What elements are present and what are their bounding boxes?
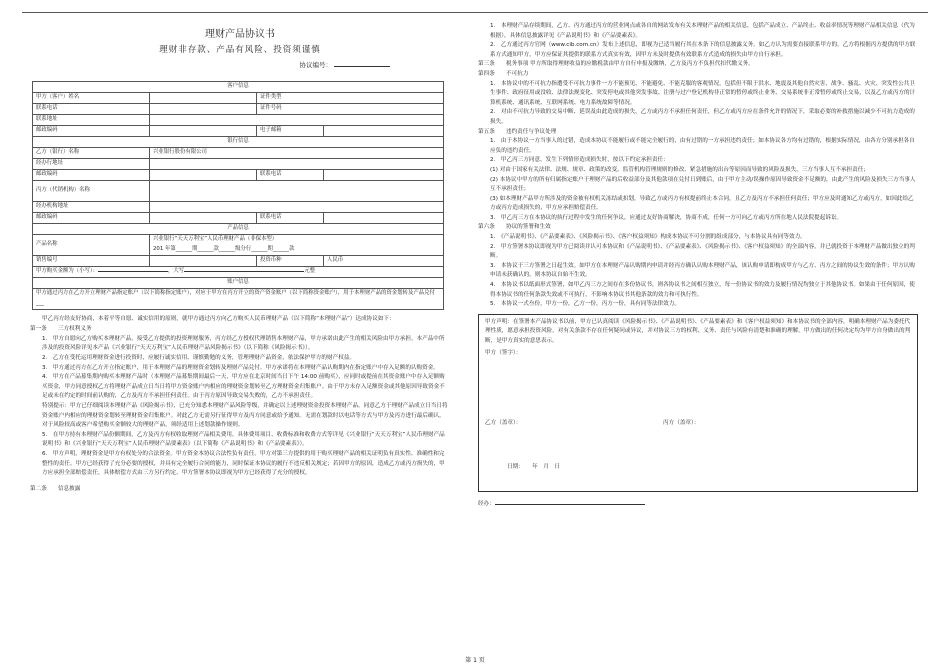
bank-name: 兴业银行股份有限公司 xyxy=(150,147,444,158)
section-3: 第三条 税务事项 甲方所取得理财收益的应缴税款由甲方自行申报及缴纳，乙方及丙方不负担代扣代缴义务。 xyxy=(478,61,754,68)
section-4: 第四条 不可抗力 xyxy=(478,70,529,77)
declaration-box xyxy=(478,314,918,492)
party-a-signature[interactable]: 甲方（签字）： xyxy=(485,349,522,356)
party-a-name-field[interactable] xyxy=(150,92,257,103)
page-number: 第 1 页 xyxy=(465,657,485,664)
account-text: 甲方通过丙方在乙方开立理财产品指定账户（以下简称指定账户），对应于甲方在丙方开立的资产资金账户（以下简称资金账户），用于本理财产品的资金划转及产品兑付___ xyxy=(33,288,444,309)
bank-header: 银行信息 xyxy=(33,136,444,147)
party-b-seal[interactable]: 乙方（盖章）： xyxy=(485,419,522,426)
customer-header: 客户信息 xyxy=(33,81,444,92)
party-c-seal[interactable]: 丙方（盖章）： xyxy=(663,419,700,426)
declaration-text: 甲方声明：在签署本产品协议书以前，甲方已认真阅读《风险揭示书》、《产品说明书》、《产品要素表》和《客户权益须知》和本协议书的全部内容，明确本理财产品为委托代理性质，愿意承担投资风险，对有关条款不存在任何疑问或异议，并对协议三方的权利、义务、责任与风险有清楚和准确的理解。甲方做出的任何决定均为甲方自身做出的判断，是甲方真实的意思表示。 xyxy=(485,318,911,344)
section-6: 第六条 协议的签署和生效 xyxy=(478,224,551,231)
product-header: 产品信息 xyxy=(33,223,444,234)
amount-row[interactable]: 甲方购买金额为（小写）： ，大写 元整 xyxy=(33,266,444,277)
sign-date[interactable]: 日期： 年 月 日 xyxy=(507,463,561,470)
product-name-value: 兴业银行“天天万利宝”人民币理财产品（非保本型） 201 年第______期______款______级分行______期______款 xyxy=(150,234,444,255)
section-2: 第二条 信息披露 xyxy=(30,485,81,492)
top-rule xyxy=(22,12,928,13)
section-1: 第一条 三方权利义务 xyxy=(30,326,92,333)
info-form: 客户信息 甲方（客户）姓名 证件类型 联系电话 证件号码 联系地址 邮政编码 电子邮箱 银行信息 乙方（银行）名称 兴业银行股份有限公司 经办行地址 邮政编码 联系电话 丙方（代销机构）名称 经办机构地址 邮政编码 联系电话 产品信息 产品名称 兴业银行“天天万利宝”人民币理财产品（非保本型） 201 年第______期______款______级分行______期______款 销售编号 投资币种 人民币 甲方购买金额为（小写）： ，大写 元整 账户信息 甲方通过丙方在乙方开立理财产品指定账户（以下简称指定账户），对应于甲方在丙方开立的资产资金账户（以下简称资金账户），用于本理财产品的资金划转及产品兑付___ xyxy=(32,81,444,310)
left-column: 理财产品协议书 理财非存款、产品有风险、投资须谨慎 协议编号： 客户信息 甲方（客户）姓名 证件类型 联系电话 证件号码 联系地址 邮政编码 电子邮箱 银行信息 乙方（银行）名称 兴业银行股份有限公司 经办行地址 邮政编码 联系电话 丙方（代销机构）名称 经办机构地址 邮政编码 联系电话 产品信息 产品名称 兴业银行“天天万利宝”人民币理财产品（非保本型） 201 年第______期______款______级分行______期______款 销售编号 投资币种 人民币 甲方购买金额为（小写）： ，大写 元整 账户信息 甲方通过丙方在乙方开立理财产品指定账户（以下简称指定账户），对应于甲方在丙方开立的资产资金账户（以下简称资金账户），用于本理财产品的资金划转及产品兑付___ 甲乙丙方经友好协商，本着平等自愿、诚实信用的原则，就甲方通过丙方向乙方购买人民币理财产品（以下简称“本理财产品”）达成协议如下： 第一条 三方权利义务 1. 甲方自愿向乙方购买本理财产品，接受乙方提供的投资理财服务，丙方经乙方授权代理销售本理财产品，甲方承诺由此产生的相关风险由甲方承担。本产品中所涉及的投资风险详见本产品《兴业银行“天天万利宝”人民币理财产品风险揭示书》（以下简称《风险揭示书》）。 2. 乙方在受托运用理财资金进行投资时，应履行诚实信用、谨慎勤勉的义务，管理理财产品资金，依法保护甲方的财产权益。 3. 甲方通过丙方在乙方开立指定账户，用于本理财产品的理财资金划转及理财产品兑付。甲方承诺将在本理财产品认购期内在指定账户中存入足额的认购资金。 4. 甲方在产品募集期内购买本理财产品时（本理财产品募集期间最后一天，甲方应在北京时间当日下午 14:00 前购买），应同时或提前在其资金账户中存入足额购买资金，甲方同意授权乙方将理财产品成立日当日将甲方资金账户内相应的理财资金划转至乙方理财资金归集账户。由于甲方未存入足额资金或其他原因导致资金不足或未在约定的时间前认购的，乙方及丙方不承担任何责任。由于丙方原因导致交易失败的，乙方不承担责任。 特别提示：甲方已仔细阅读本理财产品《风险揭示书》，已充分知悉本理财产品风险等级，并确定以上述理财资金投资本理财产品。同意乙方于理财产品成立日当日将资金账户内相应的理财资金划转至理财资金归集账户。对此乙方无需另行征得甲方及丙方同意或给予通知。无需在划款时以电话等方式与甲方及丙方进行最后确认。对于风险较高或客户希望购买金额较大的理财产品，须经适用上述划款操作规则。 5. 在甲方持有本理财产品份额期间，乙方及丙方有权收取理财产品相关费用。具体费用项目、收费标准和收费方式等详见《兴业银行“天天万利宝”人民币理财产品说明书》和《兴业银行“天天万利宝”人民币理财产品要素表》（以下简称《产品说明书》和《产品要素表》）。 6. 甲方声明，理财资金是甲方有权处分的合法资金。甲方资金本协议合法性负有责任。甲方对第三方提供的用于购买理财产品的相关证明负有真实性、准确性和完整性的责任。甲方已经获得了充分必要的授权，并具有完全履行合同的能力，同时保证本协议的履行不违反相关规定；若因甲方的原因，造成乙方或丙方损失的，甲方应承担全部赔偿责任，具体赔偿方式由三方另行约定。甲方签署本协议即视为甲方已经获得了充分的授权。 第二条 信息披露 xyxy=(30,22,450,494)
section-5: 第五条 违约责任与争议处理 xyxy=(478,128,557,135)
doc-subtitle: 理财非存款、产品有风险、投资须谨慎 xyxy=(159,45,321,55)
account-header: 账户信息 xyxy=(33,277,444,288)
handler-line[interactable]: 经办： xyxy=(478,500,918,510)
doc-title: 理财产品协议书 xyxy=(205,29,275,40)
right-column: 1. 本理财产品存续期间，乙方、丙方通过丙方的营业网点或各自的网站发布有关本理财产品的相关信息，包括产品成立、产品终止、收益率情况等理财产品相关信息（代为根据），具体信息披露详见《产品说明书》和《产品要素表》。 2. 乙方通过丙方官网（www.cib.com.cn）发布上述信息，即视为已适当履行其在本条下的信息披露义务。如乙方认为需要直接联系甲方的，乙方将根据丙方提供的甲方联系方式通知甲方，甲方应保证其提供的联系方式真实有效，因甲方未及时提供有效联系方式造成的损失由甲方自行承担。 第三条 税务事项 甲方所取得理财收益的应缴税款由甲方自行申报及缴纳，乙方及丙方不负担代扣代缴义务。 第四条 不可抗力 1. 本协议中的不可抗力指遭受不可抗力事件一方不能预见、不能避免、不能克服的客观情况，包括但不限于洪水、地震及其他自然灾害，战争、骚乱、火灾、突发性公共卫生事件、政府征用或没收、法律法规变化、突发停电或其他突发事故、注册与过户登记机构非正常的暂停或终止业务、交易系统非正常暂停或终止交易，以及乙方或丙方的计算机系统、通讯系统、互联网系统、电力系统故障等情况。 2. 对由不可抗力导致的交易中断、延误及由此造成的损失，乙方或丙方不承担任何责任，但乙方或丙方应在条件允许的情况下，采取必要的补救措施以减少不可抗力造成的损失。 第五条 违约责任与争议处理 1. 由于本协议一方当事人的过错，造成本协议不能履行或不能完全履行的，由有过错的一方承担违约责任；如本协议各方均有过错的，根据实际情况，由各方分别承担各自应负的违约责任。 2. 甲乙丙三方同意，发生下列情形造成损失时，按以下约定承担责任： (1) 对由于国家有关法律、法规、规章、政策的改变、监管机构管理规则的修改、紧急措施的出台等原因而导致的风险及损失，三方当事人互不承担责任； (2) 本协议中甲方的所有归属指定账户于理财产品的后收益部分及其他款项在兑付日到账后，由于甲方主动/误操作原因导致资金不足额的，由此产生的风险及损失三方当事人互不承担责任； (3) 如本理财产品甲方所涉及的资金被有权机关冻结或扣划，导致乙方或丙方有权提前终止本合同，且乙方及丙方不承担任何责任；甲方应及时通知乙方或丙方，如因此给乙方或丙方造成损失的，甲方应承担赔偿责任。 3. 甲乙丙三方在本协议的执行过程中发生的任何争议，应通过友好协商解决，协商不成，任何一方可向乙方或丙方所在地人民法院提起诉讼。 第六条 协议的签署和生效 1. 《产品说明书》、《产品要素表》、《风险揭示书》、《客户权益须知》构成本协议不可分割的组成部分，与本协议具有同等效力。 2. 甲方签署本协议即视为甲方已阅读并认可本协议和《产品说明书》、《产品要素表》、《风险揭示书》、《客户权益须知》的全部内容，并已就投资于本理财产品做出独立的判断。 3. 本协议于三方签署之日起生效。如甲方在本理财产品认购期内申请并经丙方确认认购本理财产品，该认购申请即构成甲方与乙方、丙方之间的协议生效的条件；甲方认购申请未获确认的，则本协议自始不生效。 4. 本协议书以纸面形式签署，如甲乙丙三方之间存在多份协议书，则各协议书之间相互独立，每一份协议书的效力及履行情况均独立于其他协议书。如果由于任何原因，使得本协议书的任何条款失效或不可执行，不影响本协议书其他条款的效力和可执行性。 5. 本协议一式叁份，甲方一份，乙方一份，丙方一份，具有同等法律效力。 甲方声明：在签署本产品协议书以前，甲方已认真阅读《风险揭示书》、《产品说明书》、《产品要素表》和《客户权益须知》和本协议书的全部内容，明确本理财产品为委托代理性质，愿意承担投资风险，对有关条款不存在任何疑问或异议，并对协议三方的权利、义务、责任与风险有清楚和准确的理解。甲方做出的任何决定均为甲方自身做出的判断，是甲方真实的意思表示。 甲方（签字）： 乙方（盖章）： 丙方（盖章）： 日期： 年 月 日 经办： xyxy=(478,22,918,509)
agreement-number: 协议编号： xyxy=(30,61,450,71)
